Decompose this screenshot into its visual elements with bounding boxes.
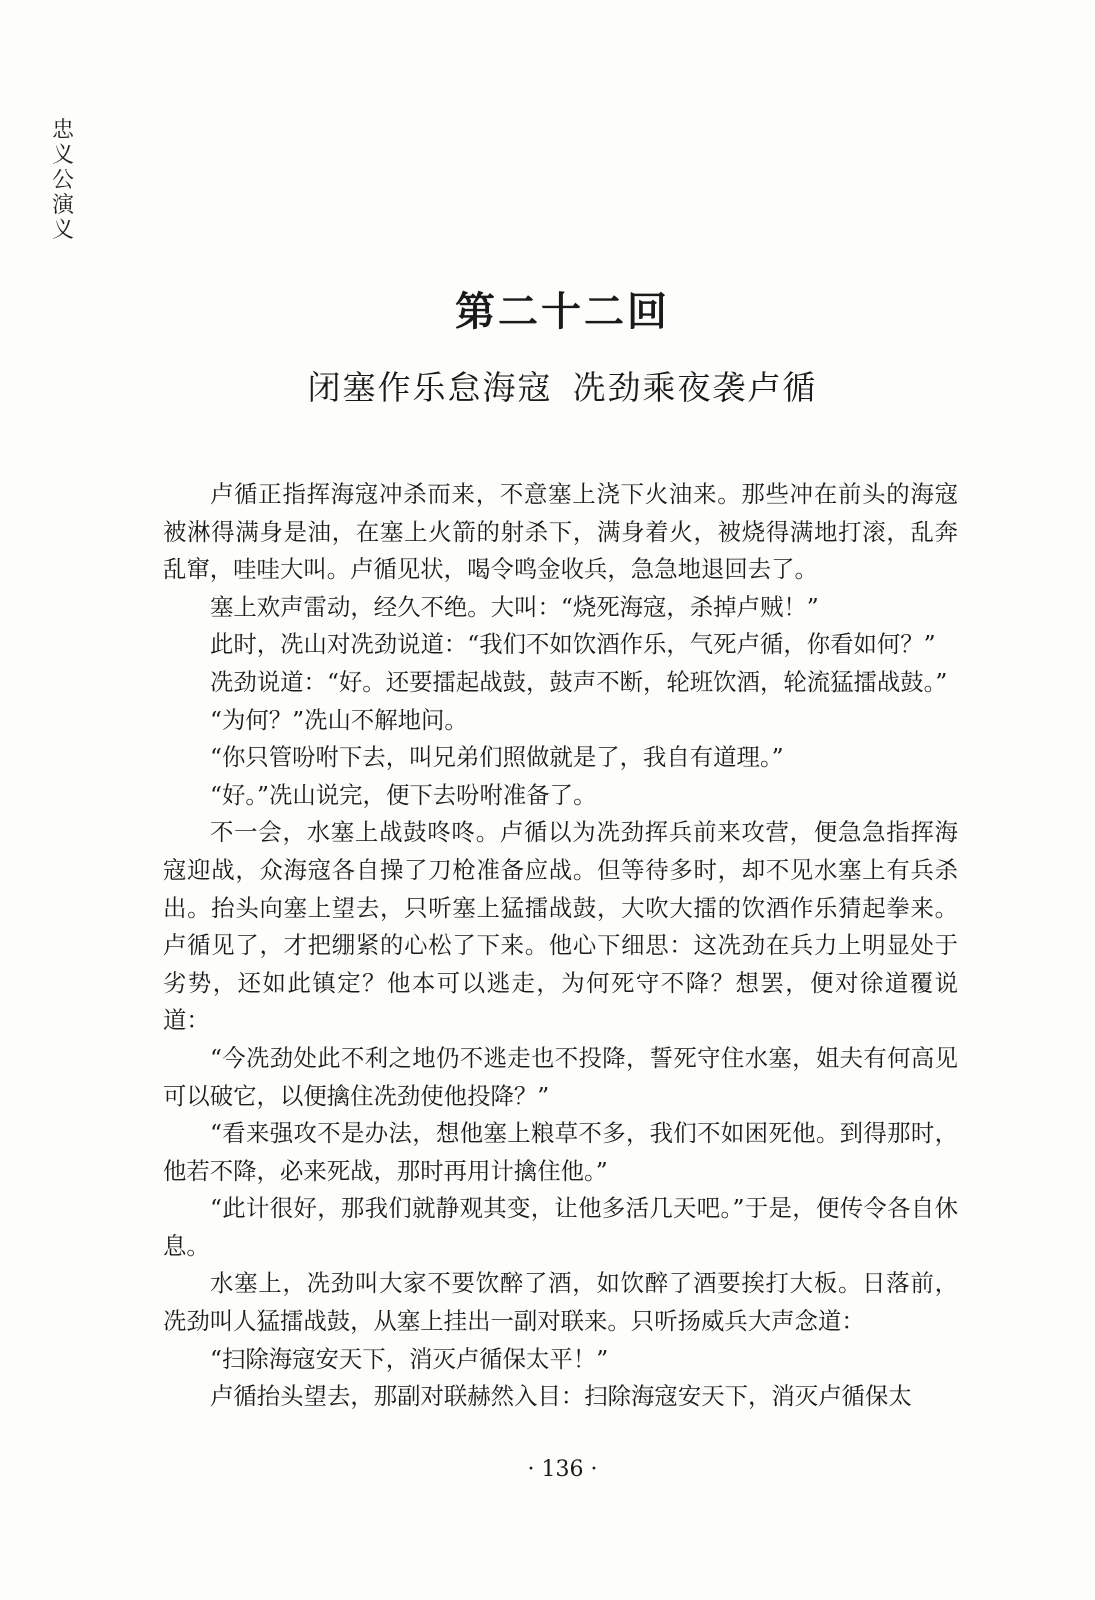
running-head-char: 公 — [51, 168, 74, 193]
running-head — [48, 118, 78, 243]
running-head-char: 义 — [51, 143, 74, 168]
paragraph: “扫除海寇安天下，消灭卢循保太平！” — [210, 1344, 609, 1373]
paragraph: 水塞上，冼劲叫大家不要饮醉了酒，如饮醉了酒要挨打大板。日落前，冼劲叫人猛擂战鼓，从塞上挂出一副对联来。只听扬威兵大声念道： — [163, 1269, 958, 1336]
paragraph: “此计很好，那我们就静观其变，让他多活几天吧。”于是，便传令各自休息。 — [163, 1194, 958, 1260]
running-head-char: 忠 — [51, 118, 74, 143]
chapter-title-right: 冼劲乘夜袭卢循 — [572, 368, 818, 407]
page-number: · 136 · — [527, 1457, 598, 1482]
paragraph: “今冼劲处此不利之地仍不逃走也不投降，誓死守住水塞，姐夫有何高见可以破它，以便擒住冼劲使他投降？” — [163, 1043, 958, 1110]
body-text — [163, 476, 958, 1416]
paragraph: 塞上欢声雷动，经久不绝。大叫：“烧死海寇，杀掉卢贼！” — [210, 592, 819, 621]
paragraph: 卢循抬头望去，那副对联赫然入目：扫除海寇安天下，消灭卢循保太 — [210, 1382, 912, 1411]
running-head-char: 演 — [51, 193, 74, 218]
paragraph: 此时，冼山对冼劲说道：“我们不如饮酒作乐，气死卢循，你看如何？” — [210, 630, 936, 659]
paragraph: 卢循正指挥海寇冲杀而来，不意塞上浇下火油来。那些冲在前头的海寇被淋得满身是油，在塞上火箭的射杀下，满身着火，被烧得满地打滚，乱奔乱窜，哇哇大叫。卢循见状，喝令鸣金收兵，急急地退回去了。 — [163, 480, 958, 584]
paragraph: “你只管吩咐下去，叫兄弟们照做就是了，我自有道理。” — [210, 743, 784, 772]
paragraph: “为何？”冼山不解地问。 — [210, 705, 468, 734]
chapter-title — [0, 362, 1095, 409]
chapter-title-left: 闭塞作乐怠海寇 — [307, 368, 553, 407]
running-head-char: 义 — [51, 218, 74, 243]
paragraph: “看来强攻不是办法，想他塞上粮草不多，我们不如困死他。到得那时，他若不降，必来死战，那时再用计擒住他。” — [163, 1119, 958, 1185]
paragraph: “好。”冼山说完，便下去吩咐准备了。 — [210, 780, 597, 809]
chapter-number: 第二十二回 — [455, 288, 670, 335]
paragraph: 不一会，水塞上战鼓咚咚。卢循以为冼劲挥兵前来攻营，便急急指挥海寇迎战，众海寇各自操了刀枪准备应战。但等待多时，却不见水塞上有兵杀出。抬头向塞上望去，只听塞上猛擂战鼓，大吹大擂的饮酒作乐猜起拳来。卢循见了，才把绷紧的心松了下来。他心下细思：这冼劲在兵力上明显处于劣势，还如此镇定？他本可以逃走，为何死守不降？想罢，便对徐道覆说道： — [163, 818, 958, 1035]
paragraph: 冼劲说道：“好。还要擂起战鼓，鼓声不断，轮班饮酒，轮流猛擂战鼓。” — [210, 667, 948, 696]
